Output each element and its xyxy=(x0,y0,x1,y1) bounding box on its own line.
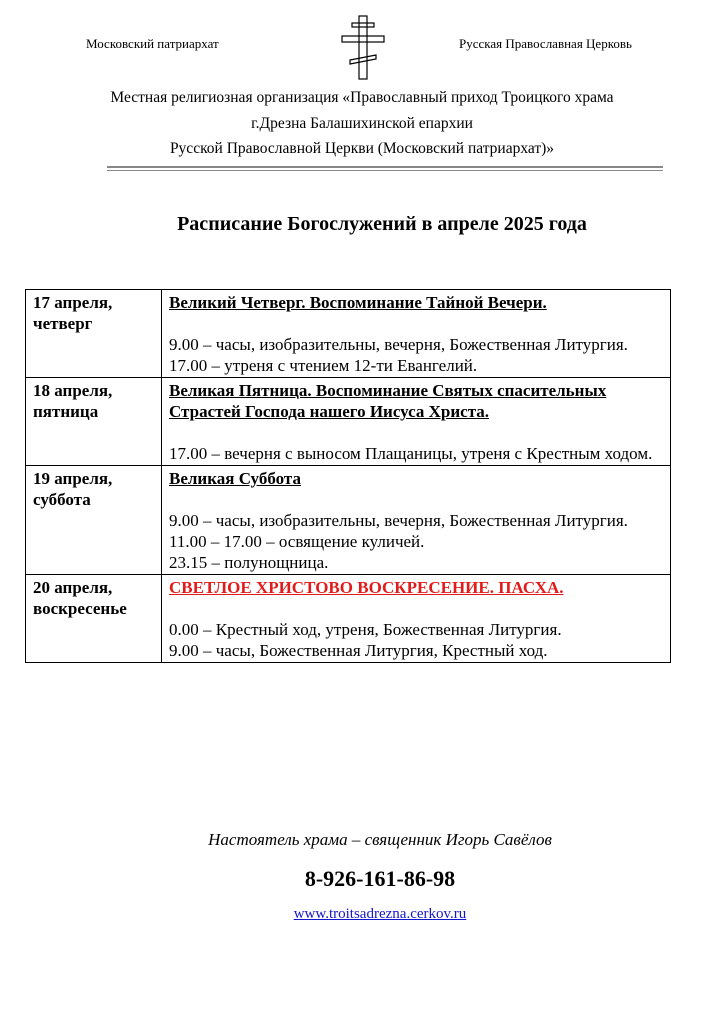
website-container xyxy=(0,906,724,923)
rector-line: Настоятель храма – священник Игорь Савёлов xyxy=(208,830,552,849)
date-cell xyxy=(26,466,162,575)
page-title: Расписание Богослужений в апреле 2025 года xyxy=(177,213,587,235)
service-line: 23.15 – полунощница. xyxy=(169,553,329,572)
organization-line-3: Русской Православной Церкви (Московский патриархат)» xyxy=(169,140,555,157)
date-text: 19 апреля, xyxy=(33,469,113,488)
header-divider-thin xyxy=(107,170,663,171)
weekday-text: суббота xyxy=(33,490,91,509)
date-text: 20 апреля, xyxy=(33,578,113,597)
schedule-table xyxy=(25,289,671,663)
schedule-row xyxy=(26,378,671,466)
organization-line-1: Местная религиозная организация «Православный приход Троицкого храма xyxy=(110,89,614,106)
service-line: 17.00 – вечерня с выносом Плащаницы, утреня с Крестным ходом. xyxy=(169,444,653,463)
service-cell xyxy=(162,466,671,575)
header-left-text: Московский патриархат xyxy=(86,36,219,51)
service-cell xyxy=(162,290,671,378)
schedule-row xyxy=(26,575,671,663)
service-line: 9.00 – часы, Божественная Литургия, Крестный ход. xyxy=(169,641,548,660)
date-cell xyxy=(26,378,162,466)
header-right-text: Русская Православная Церковь xyxy=(459,36,632,51)
service-line: 9.00 – часы, изобразительны, вечерня, Божественная Литургия. xyxy=(169,511,628,530)
weekday-text: воскресенье xyxy=(33,599,127,618)
orthodox-cross-icon xyxy=(338,15,388,81)
service-heading: Великая Суббота xyxy=(169,469,301,488)
service-heading: Великая Пятница. Воспоминание Святых спасительных Страстей Господа нашего Иисуса Христа. xyxy=(169,381,607,421)
organization-line-2: г.Дрезна Балашихинской епархии xyxy=(251,115,473,132)
schedule-row xyxy=(26,466,671,575)
header-divider xyxy=(107,166,663,168)
schedule-row xyxy=(26,290,671,378)
service-cell xyxy=(162,575,671,663)
service-cell xyxy=(162,378,671,466)
weekday-text: четверг xyxy=(33,314,93,333)
phone-number: 8-926-161-86-98 xyxy=(304,866,456,891)
date-cell xyxy=(26,290,162,378)
date-text: 18 апреля, xyxy=(33,381,113,400)
easter-heading: СВЕТЛОЕ ХРИСТОВО ВОСКРЕСЕНИЕ. ПАСХА. xyxy=(169,578,564,597)
date-cell xyxy=(26,575,162,663)
date-text: 17 апреля, xyxy=(33,293,113,312)
service-line: 11.00 – 17.00 – освящение куличей. xyxy=(169,532,425,551)
service-line: 0.00 – Крестный ход, утреня, Божественная Литургия. xyxy=(169,620,562,639)
service-heading: Великий Четверг. Воспоминание Тайной Вечери. xyxy=(169,293,547,312)
service-line: 17.00 – утреня с чтением 12-ти Евангелий. xyxy=(169,356,478,375)
website-link[interactable]: www.troitsadrezna.cerkov.ru xyxy=(293,906,467,922)
weekday-text: пятница xyxy=(33,402,99,421)
service-line: 9.00 – часы, изобразительны, вечерня, Божественная Литургия. xyxy=(169,335,628,354)
